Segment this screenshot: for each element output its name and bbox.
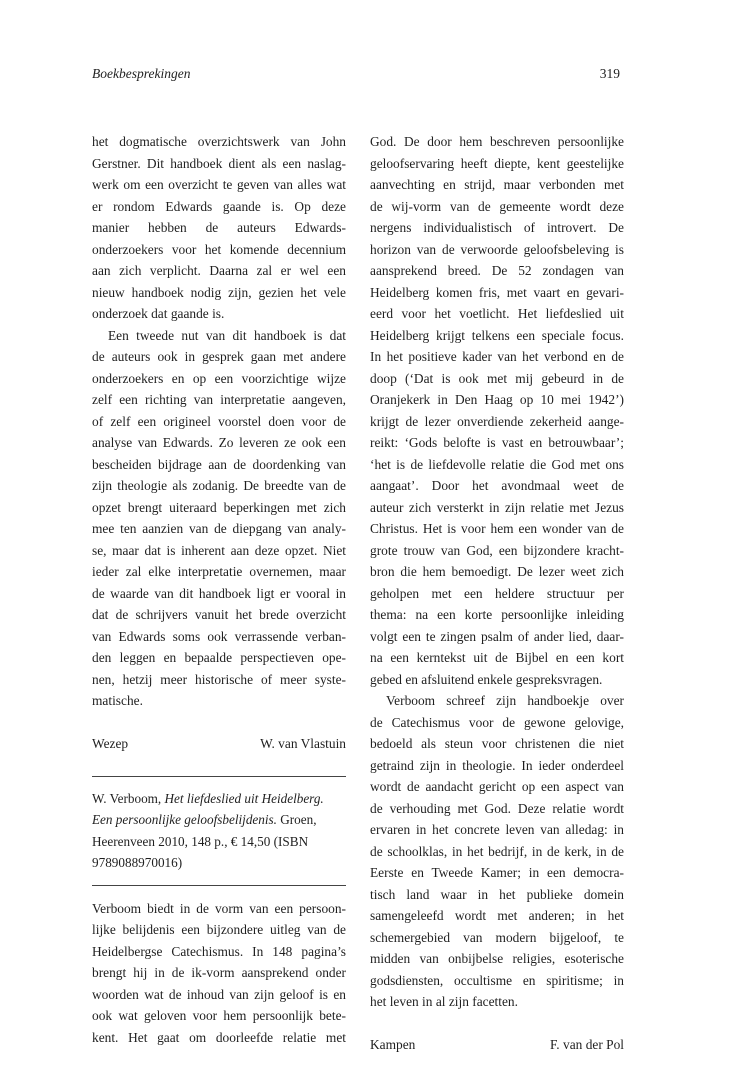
text-line: werk om een overzicht te geven van alles wat	[92, 177, 346, 192]
text-line: God. De door hem beschreven persoonlijke	[370, 134, 624, 149]
text-line: Christus. Het is voor hem een wonder van de	[370, 521, 624, 536]
text-line: auteur zich versterkt in zijn relatie met Jezus	[370, 499, 624, 515]
review2-signature	[370, 1034, 624, 1056]
text-line: Heidelberg krijgt telkens een speciale focus.	[370, 327, 624, 343]
biblio-title: Het liefdeslied uit Heidelberg.	[164, 790, 324, 806]
text-line: het leven in al zijn facetten.	[370, 994, 518, 1009]
running-head: Boekbesprekingen	[92, 66, 191, 81]
text-line: 9789088970016)	[92, 855, 183, 870]
text-line: samengeleefd wordt met anderen; in het	[370, 908, 624, 923]
text-line: den leggen en bepaalde perspectieven ope-	[92, 650, 346, 665]
text-line: midden van onbijbelse religies, esoterische	[370, 951, 624, 966]
text-line: manier hebben de auteurs Edwards-	[92, 220, 346, 235]
text-line: doop (‘Dat is ook met mij gebeurd in de	[370, 370, 624, 386]
text-line: de auteurs ook in gesprek gaan met andere	[92, 349, 346, 364]
text-line: mee ten aanzien van de diepgang van analy-	[92, 521, 346, 536]
text-line: aan zich verplicht. Daarna zal er wel een	[92, 263, 346, 278]
text-line: eerd voor het voetlicht. Het liefdeslied uit	[370, 306, 624, 321]
text-line: de verhouding met God. Deze relatie wordt	[370, 800, 624, 816]
text-line: de waarde van dit handboek ligt er vooral in	[92, 585, 346, 601]
page-number: 319	[599, 66, 620, 81]
text-line: er rondom Edwards gaande is. Op deze	[92, 198, 346, 214]
text-line: zijn theologie als zodanig. De breedte van de	[92, 478, 346, 493]
signature-reviewer: W. van Vlastuin	[260, 736, 346, 751]
text-line: bescheiden bijdrage aan de doordenking van	[92, 456, 346, 472]
text-line: lijke belijdenis een bijzondere uitleg van de	[92, 922, 346, 937]
text-line: wordt de aandacht gericht op een aspect van	[370, 779, 624, 794]
review1-signature	[92, 733, 346, 755]
text-line: volgt een te zingen psalm of ander lied, daar-	[370, 628, 624, 644]
text-line: Een tweede nut van dit handboek is dat	[108, 327, 346, 343]
text-line: matische.	[92, 693, 143, 708]
review2-paragraph-2	[370, 690, 624, 1013]
text-line: na een kerntekst uit de Bijbel en een kort	[370, 650, 624, 665]
text-line: ieder zal elke interpretatie overnemen, maar	[92, 564, 346, 579]
text-line: onderzoekers voor het komende decennium	[92, 241, 346, 257]
text-line: zelf een richting van interpretatie aangeven,	[92, 392, 346, 407]
text-line: brengt hij in de ik-vorm aansprekend onder	[92, 965, 346, 980]
text-line: ook wat geloven voor hem persoonlijk bete-	[92, 1008, 346, 1023]
page-header	[92, 66, 620, 86]
biblio-subtitle: Een persoonlijke geloofsbelijdenis.	[92, 812, 277, 827]
text-line: ervaren in het concrete leven van alledag: in	[370, 822, 624, 837]
text-line: godsdiensten, occultisme en spiritisme; in	[370, 972, 624, 988]
text-line: getraind zijn in theologie. In ieder onderdeel	[370, 757, 624, 773]
signature-place: Wezep	[92, 736, 129, 751]
text-line: aanvechting en strijd, maar verbonden met	[370, 177, 624, 192]
text-line: Oranjekerk in Den Haag op 10 mei 1942’)	[370, 392, 624, 407]
review2-paragraph-1	[92, 898, 346, 1049]
text-line: gebed en afsluitend enkele gespreksvragen.	[370, 671, 603, 687]
text-line: ‘het is de liefdevolle relatie die God met ons	[370, 456, 624, 472]
text-line: de Catechismus voor de gewone gelovige,	[370, 714, 624, 730]
text-line	[92, 809, 346, 831]
text-line: Heerenveen 2010, 148 p., € 14,50 (ISBN	[92, 833, 309, 849]
text-line: dat de schrijvers vanuit het brede overzicht	[92, 607, 346, 622]
signature-place: Kampen	[370, 1037, 416, 1052]
text-line: tisch land waar in het publieke domein	[370, 886, 624, 902]
text-line: Heidelberg komen fris, met vaart en gevari-	[370, 284, 624, 300]
signature-reviewer: F. van der Pol	[549, 1037, 624, 1052]
text-line: schemergebied van modern bijgeloof, te	[370, 929, 624, 945]
text-line: nieuw handboek nodig zijn, gezien het vele	[92, 284, 346, 300]
text-line	[92, 788, 346, 810]
text-line: Eerste en Tweede Kamer; in een democra-	[370, 865, 624, 880]
text-line: analyse van Edwards. Zo leveren ze ook een	[92, 435, 346, 450]
text-line: onderzoekers en op een voorzichtige wijze	[92, 370, 346, 386]
text-line: geloofservaring heeft diepte, kent geestelijke	[370, 155, 624, 171]
text-line: Gerstner. Dit handboek dient als een naslag-	[92, 155, 346, 171]
text-line: grote trouw van God, een bijzondere kracht-	[370, 542, 624, 558]
text-line: thema: na een korte persoonlijke inleiding	[370, 607, 624, 622]
review1-paragraph-2	[92, 325, 346, 712]
text-line: onderzoek dat gaande is.	[92, 306, 225, 321]
text-line: het dogmatische overzichtswerk van John	[92, 134, 346, 149]
text-line: aansprekend breed. De 52 zondagen van	[370, 263, 624, 278]
text-line: nergens individualistisch of introvert. De	[370, 220, 624, 235]
text-line: horizon van de verwoorde geloofsbeleving is	[370, 241, 624, 257]
text-line: Verboom schreef zijn handboekje over	[386, 693, 624, 708]
text-line: opzet brengt uiteraard beperkingen met zich	[92, 499, 346, 515]
text-line: Verboom biedt in de vorm van een persoon-	[92, 900, 346, 916]
text-line: Heidelbergse Catechismus. In 148 pagina’s	[92, 943, 346, 959]
text-line: nen, hetzij meer historische of meer syste-	[92, 671, 346, 687]
text-line: reikt: ‘Gods belofte is vast en betrouwbaar’;	[370, 435, 624, 450]
text-line: woorden wat de inhoud van zijn geloof is en	[92, 986, 346, 1002]
text-line: of zelf een origineel voorstel doen voor de	[92, 413, 346, 429]
text-line: se, maar dat is inherent aan deze opzet. Niet	[92, 542, 346, 558]
review2-paragraph-1-continued	[370, 131, 624, 690]
review1-paragraph-1	[92, 131, 346, 325]
biblio-author: W. Verboom,	[92, 790, 165, 806]
text-line: bedoeld als steun voor christenen die niet	[370, 736, 624, 751]
right-column	[370, 131, 624, 1056]
text-line: bron die hem bemoedigt. De lezer weet zich	[370, 564, 624, 579]
text-line: van Edwards soms ook verrassende verban-	[92, 628, 346, 644]
text-line: geholpen met een heldere structuur per	[370, 585, 624, 601]
biblio-publisher: Groen,	[276, 812, 317, 827]
text-line: de schoolklas, in het bedrijf, in de kerk, in de	[370, 843, 624, 859]
text-line: kent. Het gaat om doorleefde relatie met	[92, 1029, 346, 1045]
text-line: de wij-vorm van de gemeente wordt deze	[370, 198, 624, 214]
text-line: aangaat’. Door het avondmaal weet de	[370, 478, 624, 493]
book-bibliography	[92, 788, 346, 874]
text-line: krijgt de lezer onverdiende zekerheid aange-	[370, 413, 624, 429]
text-line: In het positieve kader van het verbond en de	[370, 349, 624, 364]
left-column	[92, 131, 346, 1048]
